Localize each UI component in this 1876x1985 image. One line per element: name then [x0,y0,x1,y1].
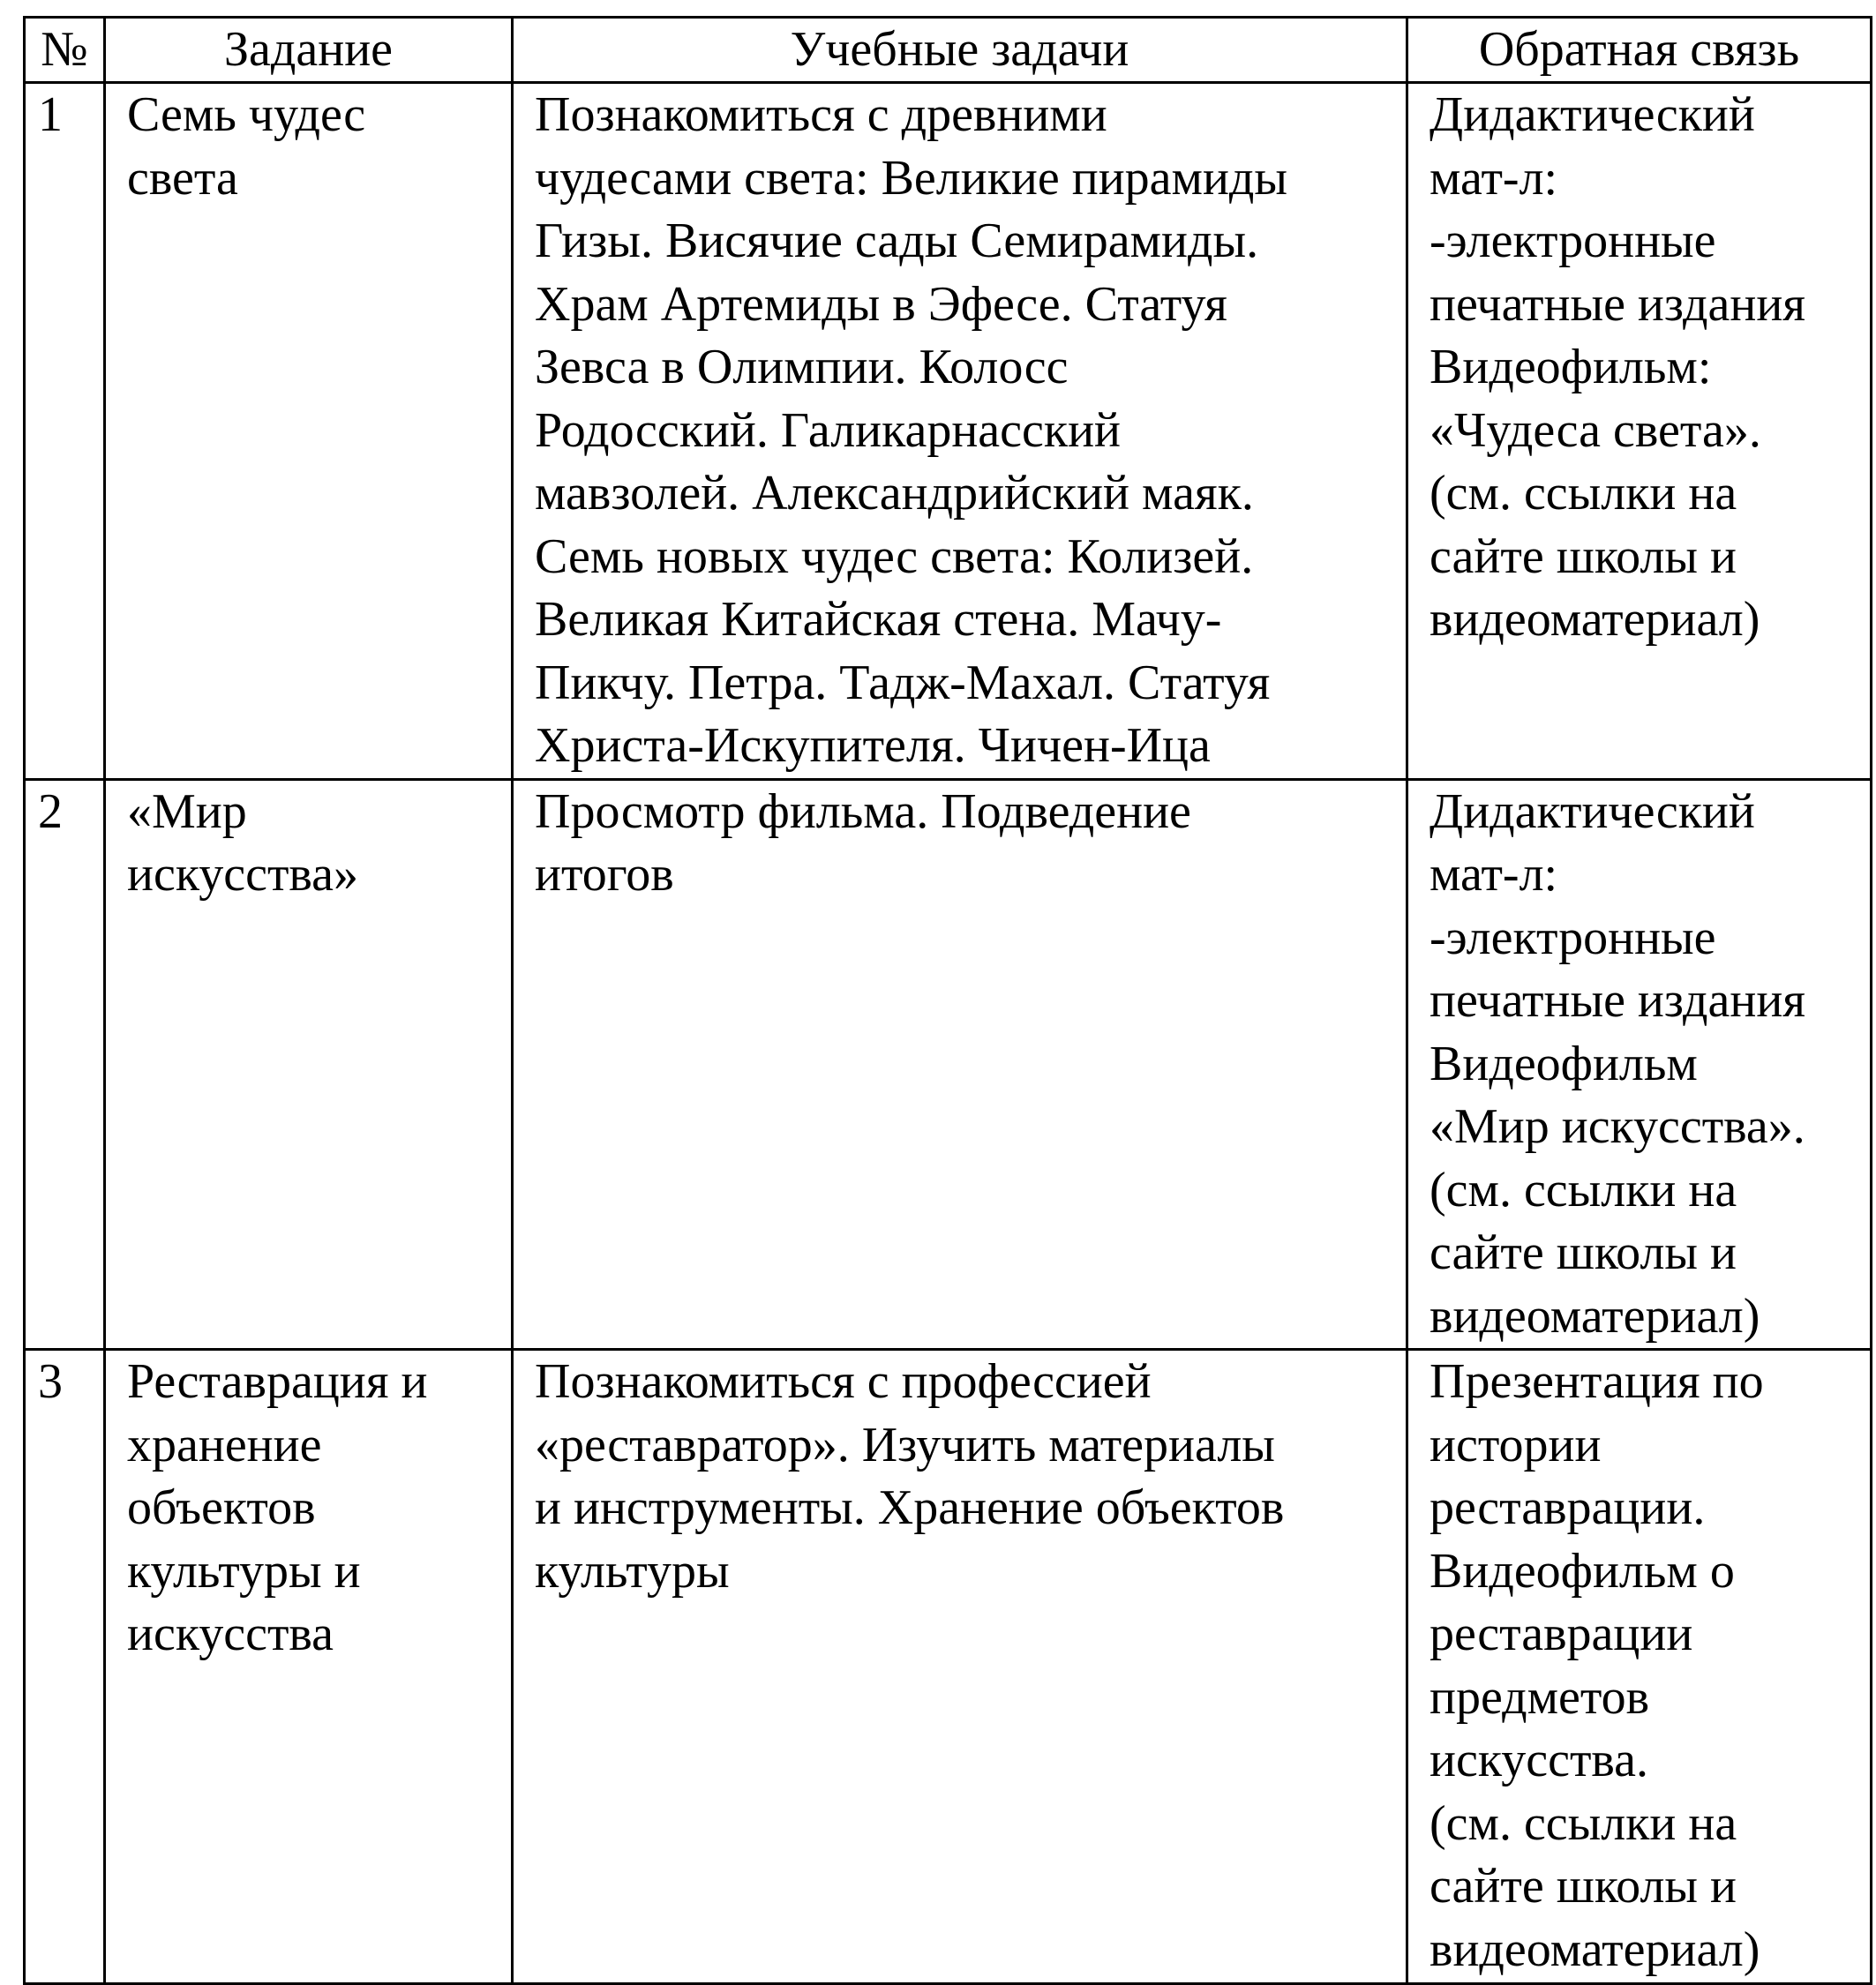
feedback-line: истории [1430,1417,1602,1472]
goals-cell [513,1350,1407,1984]
feedback-line: (см. ссылки на [1430,466,1737,521]
goals-line: Храм Артемиды в Эфесе. Статуя [535,276,1227,332]
feedback-line: видеоматериал) [1430,1921,1760,1977]
feedback-line: видеоматериал) [1430,592,1760,647]
goals-line: Семь новых чудес света: Колизей. [535,528,1254,584]
task-line: искусства» [127,847,358,902]
goals-line: Родосский. Галикарнасский [535,402,1122,458]
task-line: «Мир [127,783,247,839]
goals-line: чудесами света: Великие пирамиды [535,150,1288,206]
task-line: искусства [127,1607,334,1661]
feedback-cell [1407,1350,1872,1984]
goals-line: культуры [535,1543,730,1599]
feedback-line: сайте школы и [1430,1225,1737,1280]
goals-line: Христа-Искупителя. Чичен-Ица [535,718,1211,773]
task-cell [105,779,513,1350]
task-line: культуры и [127,1543,361,1599]
feedback-cell [1407,83,1872,780]
goals-cell [513,83,1407,780]
feedback-line: сайте школы и [1430,1859,1737,1914]
feedback-line: реставрации [1430,1607,1693,1661]
feedback-line: предметов [1430,1669,1650,1725]
goals-cell [513,779,1407,1350]
feedback-line: мат-л: [1430,150,1558,206]
goals-line: Великая Китайская стена. Мачу- [535,592,1222,647]
header-num: № [25,18,105,83]
task-line: хранение [127,1417,322,1472]
row-number: 1 [25,83,105,780]
feedback-line: сайте школы и [1430,528,1737,584]
row-number: 3 [25,1350,105,1984]
task-line: света [127,150,238,206]
feedback-line: -электронные [1430,213,1716,268]
task-line: Семь чудес [127,87,366,142]
goals-line: Познакомиться с профессией [535,1354,1152,1409]
goals-line: Познакомиться с древними [535,87,1107,142]
table-header-row [25,18,1872,83]
goals-line: «реставратор». Изучить материалы [535,1417,1275,1472]
header-goals: Учебные задачи [513,18,1407,83]
task-line: объектов [127,1480,316,1535]
feedback-line: -электронные [1430,910,1716,965]
feedback-line: Видеофильм: [1430,340,1712,394]
table-row [25,83,1872,780]
table-row [25,779,1872,1350]
feedback-line: мат-л: [1430,847,1558,902]
feedback-line: печатные издания [1430,276,1806,332]
goals-line: Пикчу. Петра. Тадж-Махал. Статуя [535,655,1271,710]
feedback-line: реставрации. [1430,1480,1706,1535]
feedback-line: «Чудеса света». [1430,402,1761,458]
feedback-line: (см. ссылки на [1430,1795,1737,1851]
header-feedback: Обратная связь [1407,18,1872,83]
feedback-line: Дидактический [1430,783,1755,839]
feedback-line: Видеофильм [1430,1036,1698,1091]
task-cell [105,83,513,780]
feedback-cell [1407,779,1872,1350]
feedback-line: Дидактический [1430,87,1755,142]
task-line: Реставрация и [127,1354,428,1409]
header-task: Задание [105,18,513,83]
feedback-line: печатные издания [1430,973,1806,1028]
goals-line: Просмотр фильма. Подведение [535,783,1191,839]
feedback-line: Видеофильм о [1430,1543,1735,1599]
feedback-line: искусства. [1430,1733,1648,1787]
feedback-line: (см. ссылки на [1430,1162,1737,1217]
lesson-plan-table [23,16,1872,1985]
goals-line: и инструменты. Хранение объектов [535,1480,1285,1535]
feedback-line: видеоматериал) [1430,1288,1760,1344]
goals-line: Гизы. Висячие сады Семирамиды. [535,213,1259,268]
goals-line: мавзолей. Александрийский маяк. [535,466,1254,521]
goals-line: итогов [535,847,674,902]
row-number: 2 [25,779,105,1350]
table-row [25,1350,1872,1984]
feedback-line: «Мир искусства». [1430,1099,1805,1154]
goals-line: Зевса в Олимпии. Колосс [535,340,1069,394]
feedback-line: Презентация по [1430,1354,1764,1409]
task-cell [105,1350,513,1984]
